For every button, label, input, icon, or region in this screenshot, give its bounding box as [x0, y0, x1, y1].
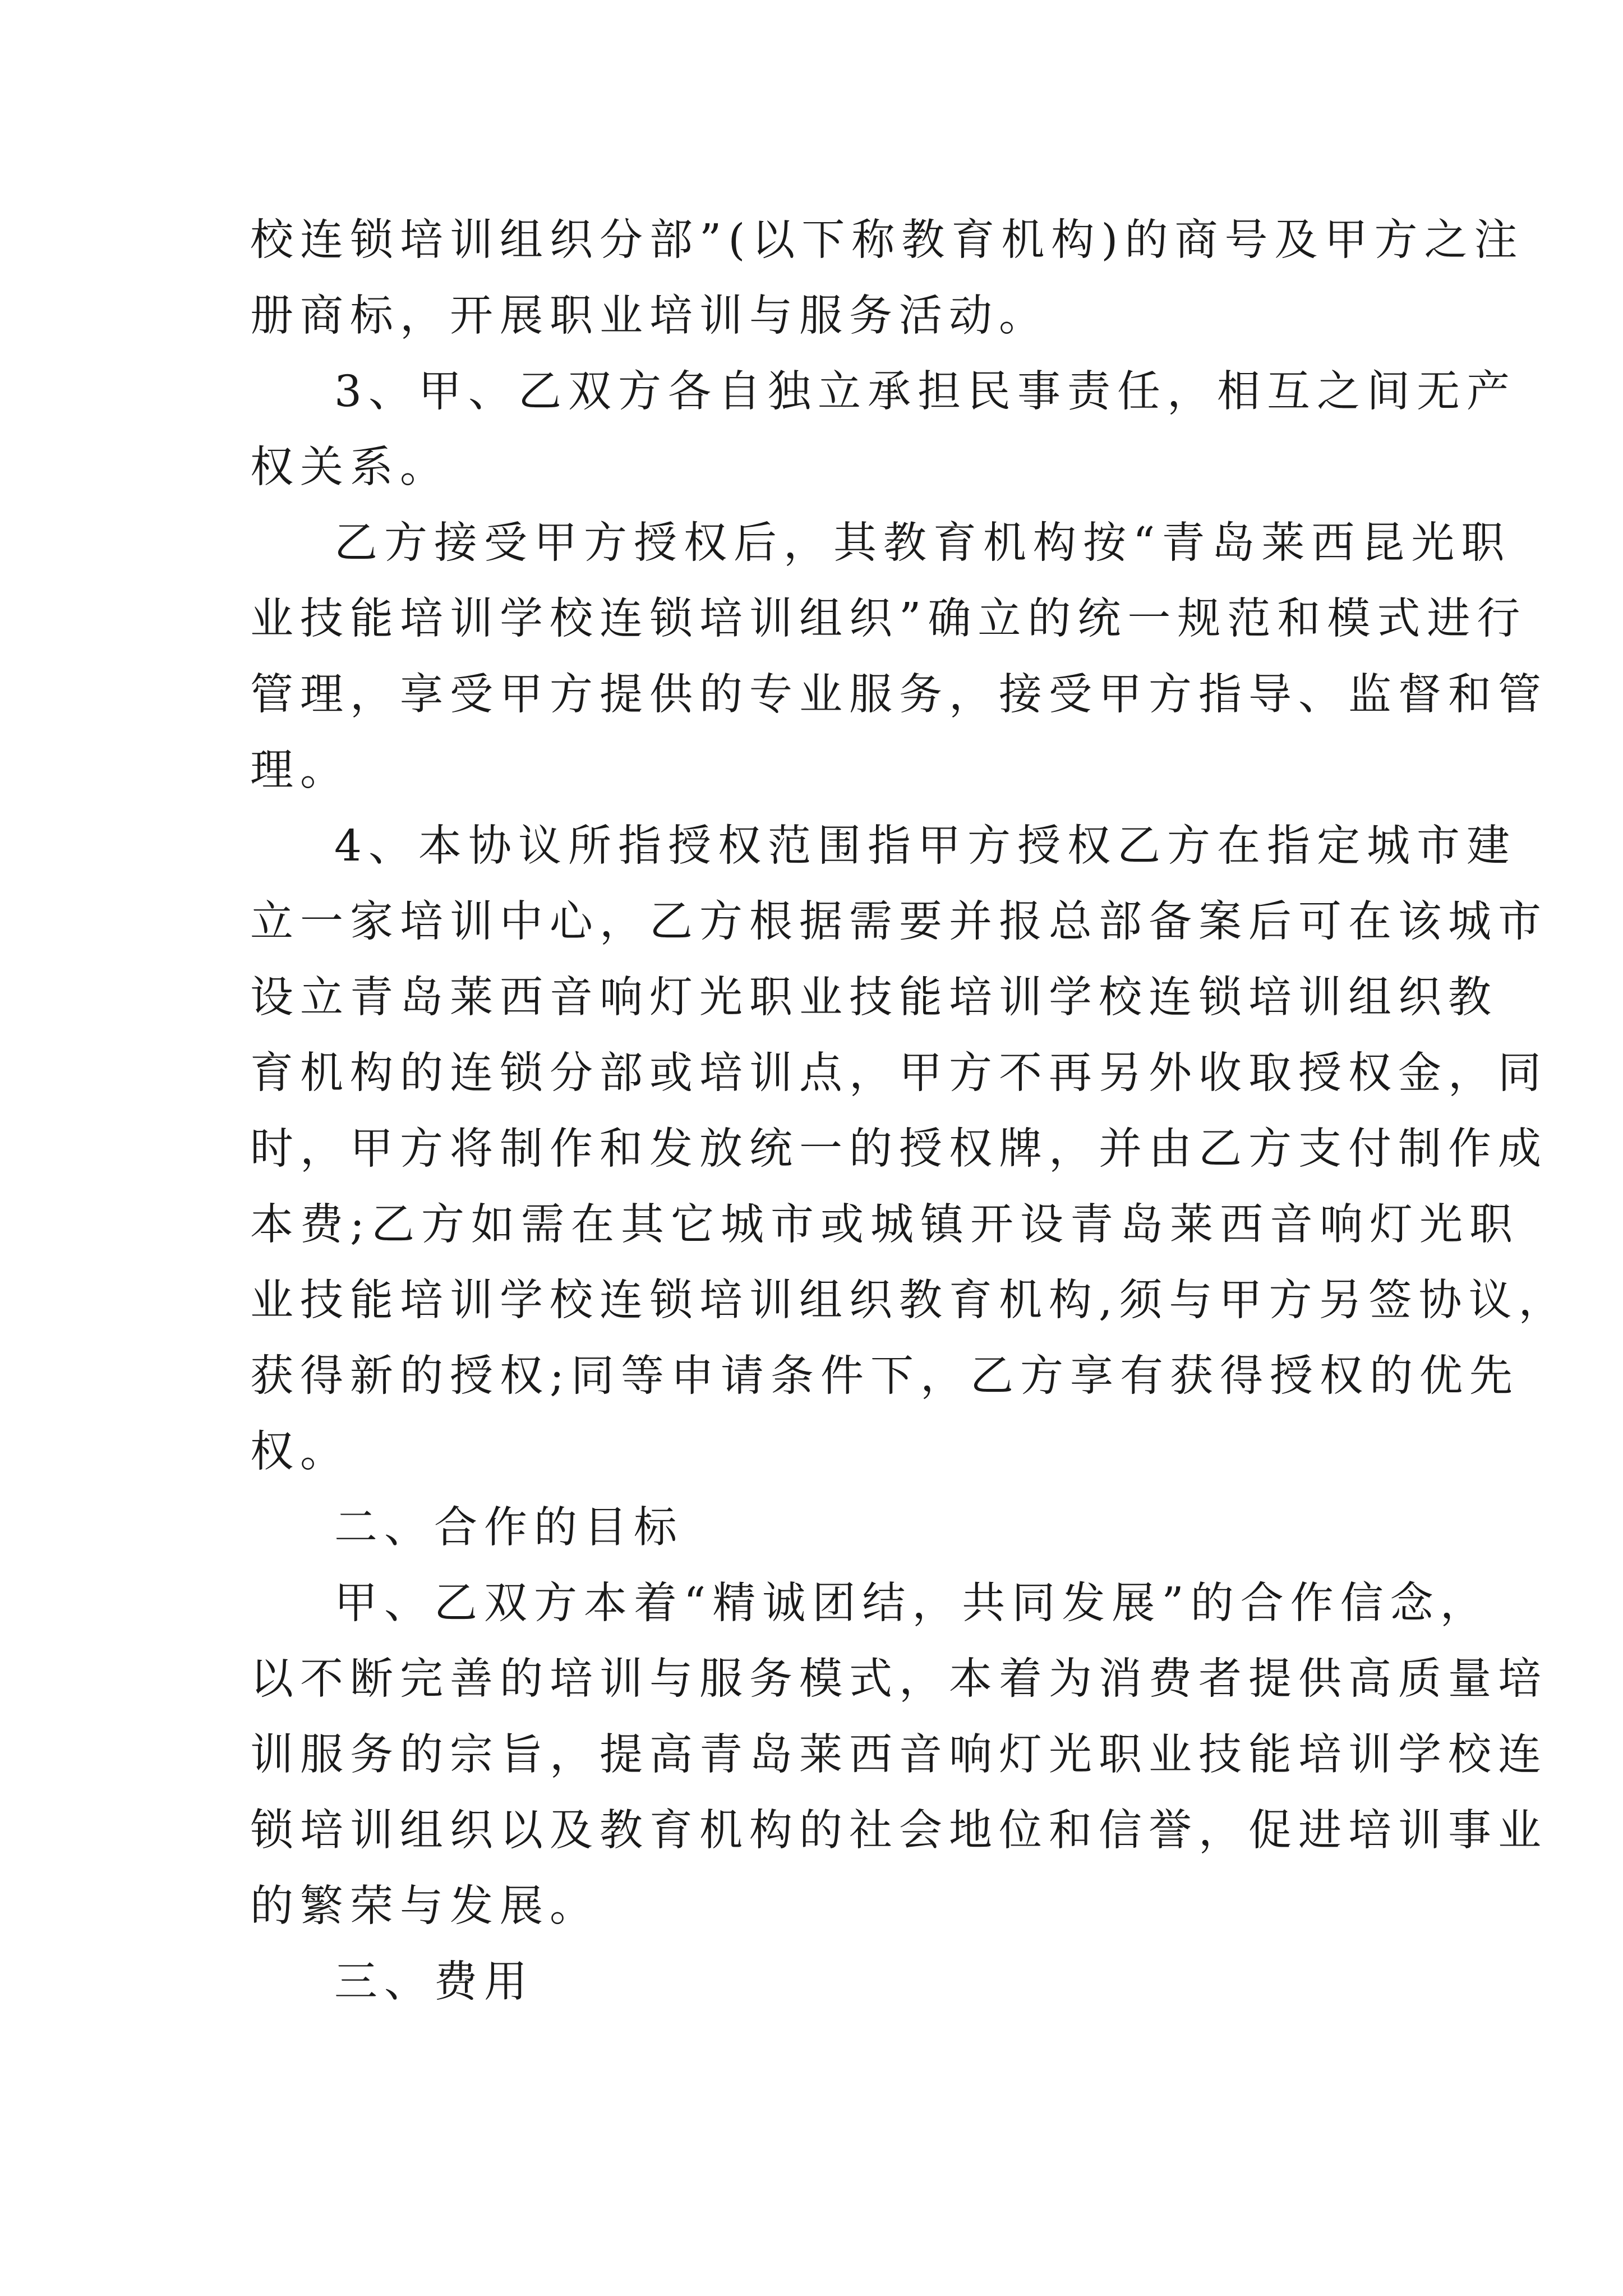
text-line: 甲、乙双方本着“精诚团结，共同发展”的合作信念， — [334, 1579, 1490, 1628]
text-line: 册商标，开展职业培训与服务活动。 — [250, 291, 1049, 341]
text-line: 权。 — [250, 1427, 350, 1477]
text-line: 乙方接受甲方授权后，其教育机构按“青岛莱西昆光职 — [334, 518, 1511, 568]
text-line: 时，甲方将制作和发放统一的授权牌，并由乙方支付制作成 — [250, 1124, 1548, 1174]
text-line: 本费;乙方如需在其它城市或城镇开设青岛莱西音响灯光职 — [250, 1200, 1519, 1250]
text-line: 获得新的授权;同等申请条件下，乙方享有获得授权的优先 — [250, 1351, 1519, 1401]
text-line: 立一家培训中心，乙方根据需要并报总部备案后可在该城市 — [250, 897, 1548, 947]
text-line: 业技能培训学校连锁培训组织”确立的统一规范和模式进行 — [250, 594, 1527, 644]
clause-3-line: 3、甲、乙双方各自独立承担民事责任，相互之间无产 — [334, 367, 1516, 417]
text-line: 育机构的连锁分部或培训点，甲方不再另外收取授权金，同 — [250, 1048, 1548, 1098]
text-line: 设立青岛莱西音响灯光职业技能培训学校连锁培训组织教 — [250, 973, 1498, 1023]
text-line: 理。 — [250, 746, 350, 795]
text-line: 权关系。 — [250, 443, 450, 493]
text-line: 的繁荣与发展。 — [250, 1881, 600, 1931]
text-line: 以不断完善的培训与服务模式，本着为消费者提供高质量培 — [250, 1654, 1548, 1704]
text-line: 管理，享受甲方提供的专业服务，接受甲方指导、监督和管 — [250, 670, 1548, 720]
text-line: 训服务的宗旨，提高青岛莱西音响灯光职业技能培训学校连 — [250, 1730, 1548, 1780]
section-heading-fees: 三、费用 — [334, 1957, 534, 2007]
section-heading-cooperation-goal: 二、合作的目标 — [334, 1503, 684, 1553]
text-line: 业技能培训学校连锁培训组织教育机构,须与甲方另签协议， — [250, 1276, 1569, 1326]
clause-4-line: 4、本协议所指授权范围指甲方授权乙方在指定城市建 — [334, 821, 1516, 871]
text-line: 锁培训组织以及教育机构的社会地位和信誉，促进培训事业 — [250, 1806, 1548, 1856]
text-line: 校连锁培训组织分部”(以下称教育机构)的商号及甲方之注 — [250, 215, 1524, 265]
